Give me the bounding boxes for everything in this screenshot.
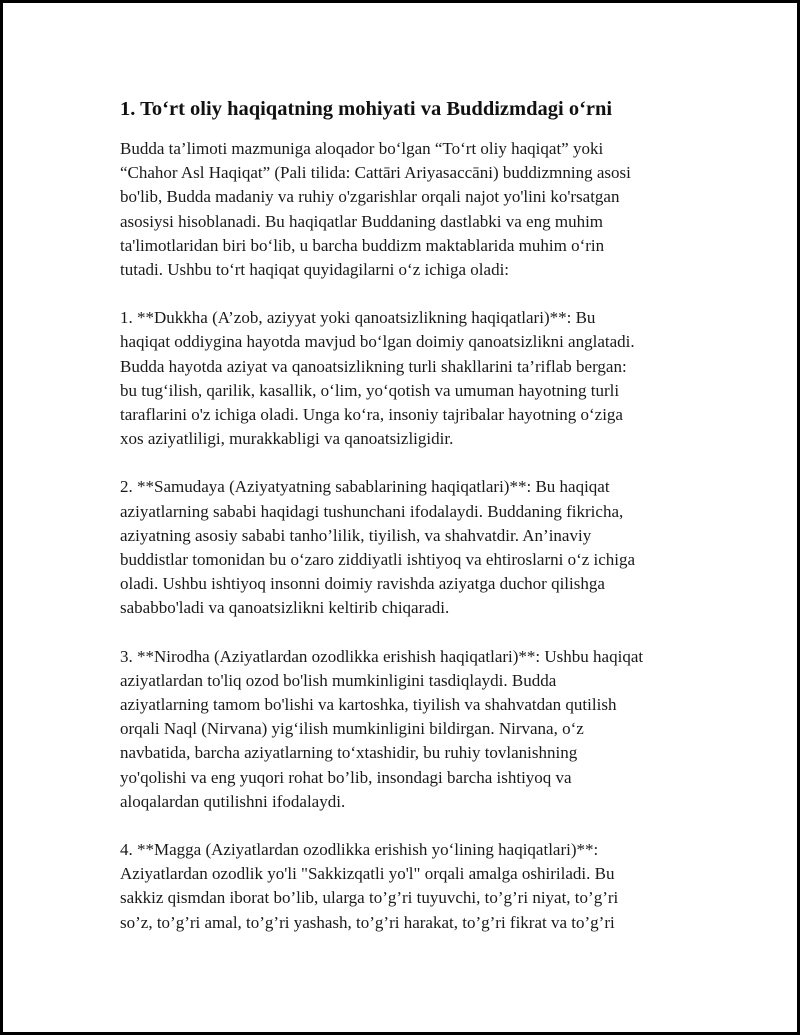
text-line: 2. **Samudaya (Aziyatyatning sabablarining haqiqatlari)**: Bu haqiqat	[120, 477, 610, 497]
nirodha-paragraph	[120, 645, 690, 814]
text-line: so’z, to’g’ri amal, to’g’ri yashash, to’g’ri harakat, to’g’ri fikrat va to’g’ri	[120, 912, 615, 932]
text-line: bu tug‘ilish, qarilik, kasallik, o‘lim, yo‘qotish va umuman hayotning turli	[120, 380, 620, 400]
text-line: Budda ta’limoti mazmuniga aloqador bo‘lgan “To‘rt oliy haqiqat” yoki	[120, 139, 604, 158]
text-line: buddistlar tomonidan bu o‘zaro ziddiyatli ishtiyoq va ehtiroslarni o‘z ichiga	[120, 550, 636, 570]
dukkha-paragraph	[120, 306, 690, 451]
text-line: tutadi. Ushbu to‘rt haqiqat quyidagilarni o‘z ichiga oladi:	[120, 260, 510, 280]
text-line: taraflarini o'z ichiga oladi. Unga ko‘ra, insoniy tajribalar hayotning o‘ziga	[120, 405, 623, 425]
text-line: aziyatlarning tamom bo'lishi va kartoshka, tiyilish va shahvatdan qutilish	[120, 695, 617, 715]
text-line: asosiysi hisoblanadi. Bu haqiqatlar Buddaning dastlabki va eng muhim	[120, 211, 604, 231]
text-line: aziyatning asosiy sababi tanho’lilik, tiyilish, va shahvatdir. An’inaviy	[120, 525, 592, 545]
document-body	[120, 95, 690, 959]
text-line: aziyatlardan to'liq ozod bo'lish mumkinligini tasdiqlaydi. Budda	[120, 670, 557, 690]
text-line: Aziyatlardan ozodlik yo'li "Sakkizqatli yo'l" orqali amalga oshiriladi. Bu	[120, 864, 615, 884]
text-line: yo'qolishi va eng yuqori rohat bo’lib, insondagi barcha ishtiyoq va	[120, 767, 572, 787]
text-line: xos aziyatliligi, murakkabligi va qanoatsizligidir.	[120, 429, 454, 449]
text-line: bo'lib, Budda madaniy va ruhiy o'zgarishlar orqali najot yo'lini ko'rsatgan	[120, 187, 620, 207]
text-line: aziyatlarning sababi haqidagi tushunchani ifodalaydi. Buddaning fikricha,	[120, 501, 624, 521]
text-line: sababbo'ladi va qanoatsizlikni keltirib chiqaradi.	[120, 598, 450, 618]
intro-paragraph	[120, 137, 690, 282]
text-line: 4. **Magga (Aziyatlardan ozodlikka erishish yo‘lining haqiqatlari)**:	[120, 840, 599, 860]
text-line: “Chahor Asl Haqiqat” (Pali tilida: Cattāri Ariyasaccāni) buddizmning asosi	[120, 163, 631, 183]
text-line: sakkiz qismdan iborat bo’lib, ularga to’g’ri tuyuvchi, to’g’ri niyat, to’g’ri	[120, 888, 619, 908]
text-line: haqiqat oddiygina hayotda mavjud bo‘lgan doimiy qanoatsizlikni anglatadi.	[120, 332, 635, 352]
text-line: aloqalardan qutilishni ifodalaydi.	[120, 791, 346, 811]
samudaya-paragraph	[120, 475, 690, 620]
text-line: 1. **Dukkha (A’zob, aziyyat yoki qanoatsizlikning haqiqatlari)**: Bu	[120, 308, 596, 328]
text-line: oladi. Ushbu ishtiyoq insonni doimiy ravishda aziyatga duchor qilishga	[120, 574, 605, 594]
text-line: Budda hayotda aziyat va qanoatsizlikning turli shakllarini ta’riflab bergan:	[120, 356, 627, 376]
magga-paragraph	[120, 838, 690, 935]
document-title: 1. To‘rt oliy haqiqatning mohiyati va Buddizmdagi o‘rni	[120, 98, 613, 120]
text-line: ta'limotlaridan biri bo‘lib, u barcha buddizm maktablarida muhim o‘rin	[120, 235, 605, 255]
text-line: navbatida, barcha aziyatlarning to‘xtashidir, bu ruhiy tovlanishning	[120, 743, 578, 763]
text-line: 3. **Nirodha (Aziyatlardan ozodlikka erishish haqiqatlari)**: Ushbu haqiqat	[120, 646, 644, 666]
text-line: orqali Naql (Nirvana) yig‘ilish mumkinligini bildirgan. Nirvana, o‘z	[120, 719, 584, 739]
